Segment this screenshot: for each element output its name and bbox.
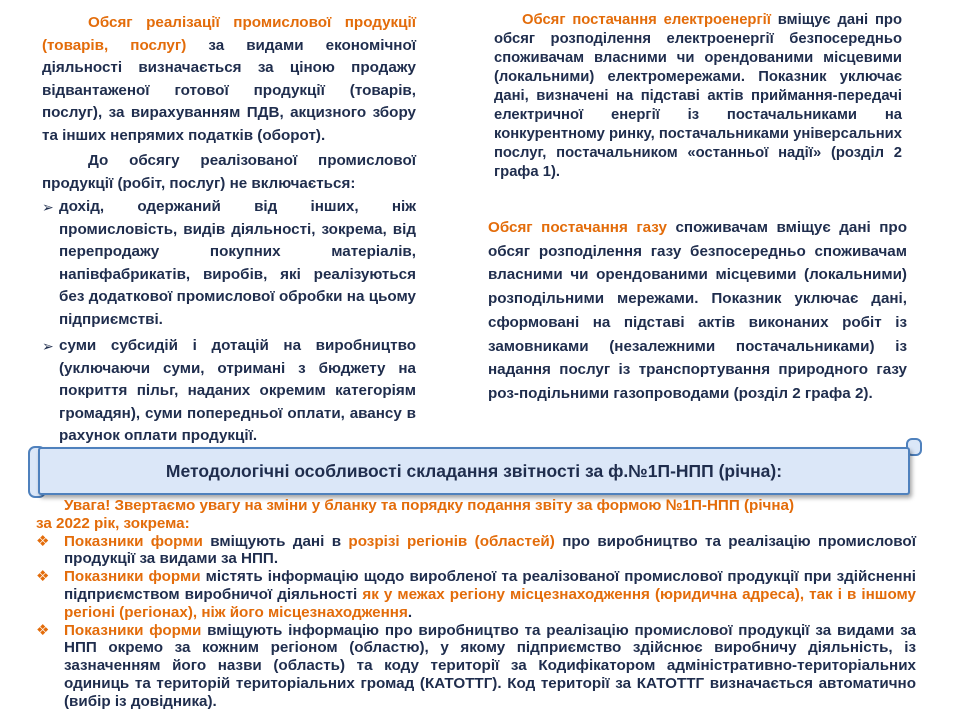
notice-item-text: вміщують інформацію про виробництво та реалізацію промислової продукції за видами за НПП окремо за кожним регіоном (областю), у якому підприємство здійснює виробничу діяльність, із зазначенням його назви (область) та коду території за Кодифікатором адміністративно-територіальних одиниць та територій територіальних громад (КАТОТТГ). Код території за КАТОТТГ визначається автоматично (вибір із довідника). [64, 621, 916, 710]
notice-item-term: Показники форми [64, 621, 202, 639]
gas-definition [488, 216, 907, 406]
notice-line-1: Увага! Звертаємо увагу на зміни у бланку та порядку подання звіту за формою №1П-НПП (річна) [64, 497, 795, 514]
banner-title: Методологічні особливості складання звітності за ф.№1П-НПП (річна): [38, 447, 910, 495]
exclusion-item [42, 196, 416, 331]
notice-item [36, 622, 916, 711]
diamond-bullet-icon: ❖ [36, 532, 50, 550]
electricity-text: вміщує дані про обсяг розподілення електроенергії безпосередньо споживачам власними чи орендованими місцевими (локальними) електромережами. Показник уключає дані, визначені на підставі актів приймання-передачі електричної енергії із постачальниками на конкурентному ринку, постачальниками універсальних послуг, постачальником «останньої надії» (розділ 2 графа 1). [494, 12, 902, 180]
diamond-bullet-icon: ❖ [36, 568, 50, 586]
notice-item-highlight: розрізі регіонів (областей) [348, 532, 555, 550]
notice-item-term: Показники форми [64, 568, 201, 586]
exclusion-text: суми субсидій і дотацій на виробництво (уключаючи суми, отримані з бюджету на покриття пільг, наданих окремим категоріям громадян), суми попередньої оплати, авансу в рахунок оплати продукції. [59, 337, 416, 444]
exclusion-item [42, 335, 416, 448]
sales-definition-column [42, 12, 416, 448]
notice-block [36, 497, 916, 711]
section-banner [28, 436, 922, 496]
notice-item-text: містять інформацію щодо виробленої та реалізованої промислової продукції при здійсненні підприємством виробничої діяльності [64, 568, 916, 603]
notice-item-text-end: про виробництво та реалізацію промислової продукції за видами за НПП. [64, 532, 916, 568]
sales-definition-paragraph [42, 12, 416, 147]
gas-term: Обсяг постачання газу [488, 219, 667, 236]
notice-item [36, 568, 916, 621]
notice-line-2: за 2022 рік, зокрема: [36, 514, 190, 532]
diamond-bullet-icon: ❖ [36, 621, 50, 639]
notice-item-text-end: . [407, 603, 413, 621]
arrow-bullet-icon: ➢ [42, 199, 54, 215]
exclusion-text: дохід, одержаний від інших, ніж промисловість, видів діяльності, зокрема, від перепродажу покупних матеріалів, напівфабрикатів, виробів, які реалізуються без додаткової промислової обробки на цьому підприємстві. [59, 198, 416, 328]
sales-definition-text: за видами економічної діяльності визначається за ціною продажу відвантаженої готової продукції (товарів, послуг), за вирахуванням ПДВ, акцизного збору та інших непрямих податків (оборот). [42, 36, 416, 144]
exclusions-intro: До обсягу реалізованої промислової продукції (робіт, послуг) не включається: [42, 152, 416, 192]
sales-term: Обсяг реалізації промислової продукції (товарів, послуг) [42, 14, 416, 54]
electricity-definition [494, 11, 902, 182]
notice-item-term: Показники форми [64, 532, 203, 550]
notice-item-highlight: як у межах регіону місцезнаходження (юридична адреса), так і в іншому регіоні (регіонах), ніж його місцезнаходження [64, 585, 916, 621]
gas-text: споживачам вміщує дані про обсяг розподілення газу безпосередньо споживачам власними чи орендованими місцевими (локальними) розподільними мережами. Показник уключає дані, сформовані на підставі актів виконаних робіт із замовниками (незалежними постачальниками) із надання послуг із транспортування природного газу роз-подільними газопроводами (розділ 2 графа 2). [488, 219, 907, 402]
notice-item-text: вміщують дані в [202, 532, 349, 550]
arrow-bullet-icon: ➢ [42, 338, 54, 354]
electricity-term: Обсяг постачання електроенергії [522, 12, 771, 28]
notice-item [36, 533, 916, 569]
